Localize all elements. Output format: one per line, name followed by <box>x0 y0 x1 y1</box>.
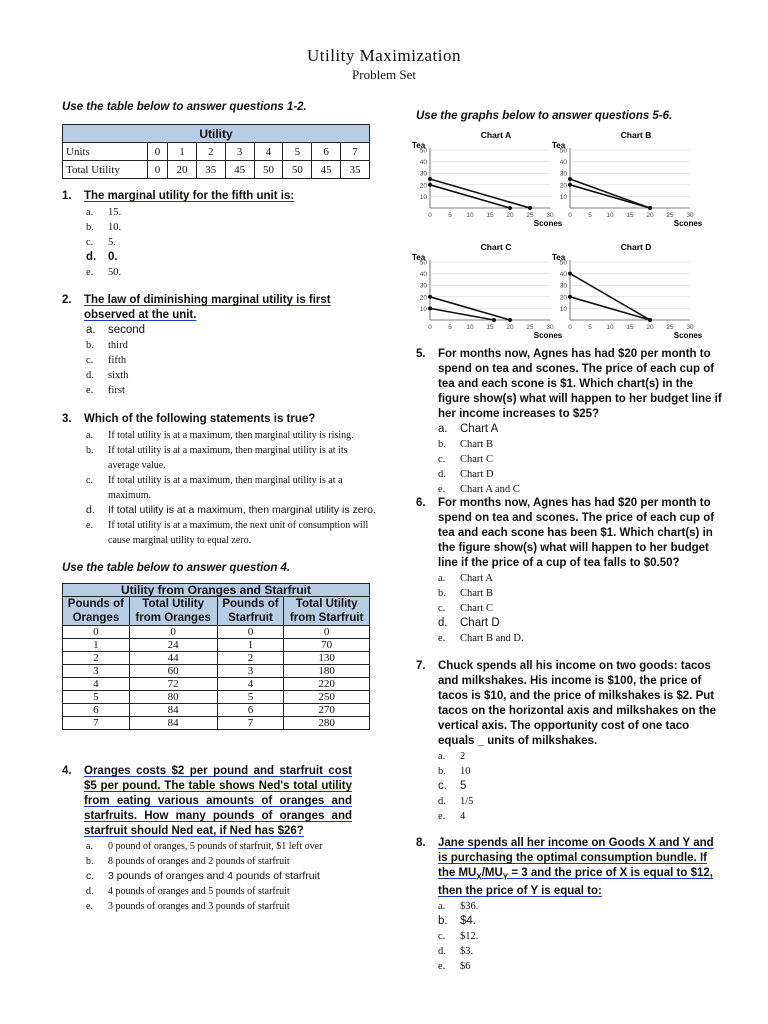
table-header-row <box>63 597 370 626</box>
chart-a-xtick-label: 0 <box>428 212 432 219</box>
table-row: 2 44 2 130 <box>63 652 370 665</box>
chart-c-ytick-label: 30 <box>419 282 427 290</box>
chart-d-xtick-label: 10 <box>606 324 614 331</box>
question-text: Oranges costs $2 per pound and starfruit cost $5 per pound. The table shows Ned's total utility from eating various amounts of oranges and starfruits. How many pounds of oranges and starfruit should Ned eat, if Ned has $26? <box>84 765 352 837</box>
question-number: 3. <box>62 413 72 425</box>
question-5 <box>416 347 722 497</box>
table-row: 0 0 0 0 <box>63 626 370 639</box>
option[interactable]: c. 5 <box>438 780 467 792</box>
question-number: 2. <box>62 294 72 306</box>
question-number: 5. <box>416 348 426 360</box>
option[interactable]: b. 8 pounds of oranges and 2 pounds of starfruit <box>86 856 290 867</box>
chart-b-ytick-label: 50 <box>559 147 567 155</box>
chart-c-xtick-label: 0 <box>428 324 432 331</box>
chart-a-intercept-point <box>428 177 432 181</box>
question-7 <box>416 659 722 824</box>
options-list <box>62 428 380 548</box>
page-subtitle: Problem Set <box>352 67 416 82</box>
chart-b-xtick-label: 10 <box>606 212 614 219</box>
chart-a-xtick-label: 10 <box>466 212 474 219</box>
table-cell: 1 <box>168 143 197 161</box>
chart-b-xtick-label: 30 <box>686 212 694 219</box>
question-text: Which of the following statements is true? <box>84 413 316 425</box>
option[interactable]: c. fifth <box>86 355 127 366</box>
column-header: Pounds of Starfruit <box>217 597 284 626</box>
chart-b-xtick-label: 0 <box>568 212 572 219</box>
table-cell: 0 <box>148 143 168 161</box>
chart-b-ytick-label: 30 <box>559 170 567 178</box>
chart-b-xtick-label: 25 <box>666 212 674 219</box>
chart-b-intercept-point <box>648 206 652 210</box>
option[interactable]: c. 3 pounds of oranges and 4 pounds of starfruit <box>86 870 320 882</box>
instruction-q4: Use the table below to answer question 4. <box>62 562 291 574</box>
question-1 <box>62 189 372 280</box>
option[interactable]: d. $3. <box>438 946 474 958</box>
option[interactable]: a. second <box>86 324 146 336</box>
option[interactable]: a. Chart A <box>438 423 499 435</box>
option[interactable]: c. Chart C <box>438 603 493 614</box>
chart-c-ytick-label: 50 <box>419 259 427 267</box>
chart-a-ytick-label: 40 <box>419 159 427 167</box>
options-list <box>416 899 722 974</box>
option[interactable]: d. Chart D <box>438 469 494 480</box>
chart-c-ytick-label: 40 <box>419 271 427 279</box>
question-text: The marginal utility for the fifth unit is: <box>84 190 295 202</box>
chart-c-xtick-label: 15 <box>486 324 494 331</box>
chart-c-ytick-label: 20 <box>419 294 427 302</box>
chart-a-ylabel: Tea <box>412 141 426 150</box>
table-caption: Utility <box>63 125 370 143</box>
chart-c-intercept-point <box>508 318 512 322</box>
table-row: 4 72 4 220 <box>63 678 370 691</box>
chart-c-budget-line <box>430 308 494 320</box>
table-cell: 6 <box>312 143 341 161</box>
chart-b-ylabel: Tea <box>552 141 566 150</box>
option[interactable]: e. Chart A and C <box>438 484 520 495</box>
chart-d-ytick-label: 20 <box>559 294 567 302</box>
question-text: The law of diminishing marginal utility is first observed at the unit. <box>84 294 331 321</box>
option[interactable]: b. $4. <box>438 915 476 928</box>
options-list <box>62 323 368 398</box>
chart-b-ytick-label: 10 <box>559 193 567 201</box>
chart-d-ytick-label: 10 <box>559 305 567 313</box>
table-row: 3 60 3 180 <box>63 665 370 678</box>
option[interactable]: d. If total utility is at a maximum, then marginal utility is zero. <box>86 504 376 516</box>
option[interactable]: a. $36. <box>438 901 479 913</box>
chart-d-xtick-label: 0 <box>568 324 572 331</box>
question-text: For months now, Agnes has had $20 per month to spend on tea and scones. The price of each cup of tea and each scone is $1. Which chart(s) in the figure show(s) what will happen to her budget line if her income increases to $25? <box>438 348 722 420</box>
option[interactable]: d. 1/5 <box>438 796 474 807</box>
budget-line-charts <box>410 126 710 350</box>
chart-a-xlabel: Scones <box>533 219 563 228</box>
chart-a-ytick-label: 10 <box>419 193 427 201</box>
chart-d-ytick-label: 50 <box>559 259 567 267</box>
options-list <box>62 839 396 914</box>
chart-d-ylabel: Tea <box>552 253 566 262</box>
table-cell: 50 <box>254 161 283 179</box>
page-title: Utility Maximization <box>306 46 461 65</box>
option[interactable]: c. $12. <box>438 931 479 943</box>
column-header: Total Utility from Oranges <box>129 597 217 626</box>
chart-d-intercept-point <box>568 272 572 276</box>
table-cell: 20 <box>168 161 197 179</box>
table-row: 6 84 6 270 <box>63 704 370 717</box>
chart-c-intercept-point <box>492 318 496 322</box>
chart-d-xtick-label: 20 <box>646 324 654 331</box>
options-list <box>416 749 722 824</box>
row-label: Units <box>63 143 148 161</box>
chart-a-ytick-label: 20 <box>419 182 427 190</box>
chart-a-intercept-point <box>508 206 512 210</box>
question-number: 1. <box>62 190 72 202</box>
chart-a-xtick-label: 20 <box>506 212 514 219</box>
option[interactable]: b. If total utility is at a maximum, then marginal utility is at its average value. <box>86 445 348 471</box>
question-number: 4. <box>62 765 72 777</box>
chart-c-xtick-label: 5 <box>448 324 452 331</box>
chart-b-intercept-point <box>568 183 572 187</box>
table-row: 1 24 1 70 <box>63 639 370 652</box>
options-list <box>62 205 372 280</box>
question-number: 7. <box>416 660 426 672</box>
table-cell: 5 <box>283 143 312 161</box>
table-cell: 2 <box>196 143 225 161</box>
option[interactable]: a. 15. <box>86 207 122 218</box>
chart-d-ytick-label: 30 <box>559 282 567 290</box>
options-list <box>416 571 722 646</box>
table-cell: 45 <box>225 161 254 179</box>
table-row: 7 84 7 280 <box>63 717 370 730</box>
chart-c-title: Chart C <box>480 242 512 252</box>
option[interactable]: e. 3 pounds of oranges and 3 pounds of starfruit <box>86 901 290 912</box>
question-2 <box>62 293 368 398</box>
option[interactable]: b. 10 <box>438 766 471 777</box>
option[interactable]: e. If total utility is at a maximum, the next unit of consumption will cause marginal utility to equal zero. <box>86 520 369 546</box>
option[interactable]: b. Chart B <box>438 439 493 450</box>
chart-d-title: Chart D <box>620 242 652 252</box>
chart-c-xtick-label: 10 <box>466 324 474 331</box>
option[interactable]: d. 4 pounds of oranges and 5 pounds of starfruit <box>86 886 290 897</box>
option[interactable]: d. 0. <box>86 251 118 263</box>
chart-b-ytick-label: 40 <box>559 159 567 167</box>
instruction-q1-2: Use the table below to answer questions 1-2. <box>62 101 307 113</box>
chart-b-xtick-label: 5 <box>588 212 592 219</box>
chart-b-budget-line <box>570 179 650 208</box>
chart-c-xlabel: Scones <box>533 331 563 340</box>
chart-a-ytick-label: 30 <box>419 170 427 178</box>
option[interactable]: a. 2 <box>438 751 466 762</box>
option[interactable]: c. If total utility is at a maximum, then marginal utility is at a maximum. <box>86 475 343 501</box>
question-text: Jane spends all her income on Goods X and Y and is purchasing the optimal consumption bundle. If the $MU_X/MU_Y = 3$ and the price of X is equal to $12, then the price of Y is equal to: <box>438 837 714 898</box>
chart-d-xtick-label: 25 <box>666 324 674 331</box>
chart-a-ytick-label: 50 <box>419 147 427 155</box>
question-number: 8. <box>416 837 426 849</box>
question-4 <box>62 764 352 914</box>
table-cell: 3 <box>225 143 254 161</box>
chart-a-xtick-label: 5 <box>448 212 452 219</box>
chart-d-ytick-label: 40 <box>559 271 567 279</box>
option[interactable]: d. sixth <box>86 370 129 381</box>
chart-b-ytick-label: 20 <box>559 182 567 190</box>
table-cell: 35 <box>196 161 225 179</box>
chart-b-xtick-label: 15 <box>626 212 634 219</box>
chart-d-intercept-point <box>568 295 572 299</box>
table-row: 5 80 5 250 <box>63 691 370 704</box>
chart-a-intercept-point <box>428 183 432 187</box>
option[interactable]: b. Chart B <box>438 588 493 599</box>
chart-c-intercept-point <box>428 295 432 299</box>
chart-d-intercept-point <box>648 318 652 322</box>
chart-c-xtick-label: 30 <box>546 324 554 331</box>
table-cell: 35 <box>341 161 370 179</box>
option[interactable]: c. 5. <box>86 237 116 248</box>
chart-b-intercept-point <box>568 177 572 181</box>
question-number: 6. <box>416 497 426 509</box>
instruction-q5-6: Use the graphs below to answer questions 5-6. <box>416 110 673 122</box>
option[interactable]: c. Chart C <box>438 454 493 465</box>
column-header: Total Utility from Starfruit <box>284 597 370 626</box>
option[interactable]: a. If total utility is at a maximum, then marginal utility is rising. <box>86 430 354 441</box>
chart-b-xtick-label: 20 <box>646 212 654 219</box>
question-6 <box>416 496 722 646</box>
chart-c-ylabel: Tea <box>412 253 426 262</box>
table-cell: 7 <box>341 143 370 161</box>
table-caption: Utility from Oranges and Starfruit <box>63 584 370 597</box>
option[interactable]: a. 0 pound of oranges, 5 pounds of starfruit, $1 left over <box>86 841 323 852</box>
option[interactable]: e. $6 <box>438 961 471 973</box>
chart-d-xtick-label: 5 <box>588 324 592 331</box>
chart-a-budget-line <box>430 179 530 208</box>
chart-c-ytick-label: 10 <box>419 305 427 313</box>
chart-a-intercept-point <box>528 206 532 210</box>
oranges-starfruit-table <box>62 583 370 730</box>
chart-d-xtick-label: 30 <box>686 324 694 331</box>
option[interactable]: b. 10. <box>86 222 122 233</box>
table-cell: 0 <box>148 161 168 179</box>
chart-c-xtick-label: 20 <box>506 324 514 331</box>
option[interactable]: b. third <box>86 340 128 351</box>
option[interactable]: d. Chart D <box>438 617 500 629</box>
chart-d-xlabel: Scones <box>673 331 703 340</box>
row-label: Total Utility <box>63 161 148 179</box>
chart-a-xtick-label: 30 <box>546 212 554 219</box>
question-text: For months now, Agnes has had $20 per month to spend on tea and scones. The price of each cup of tea and each scone has been $1. Which chart(s) in the figure show(s) what will happen to her budget line if the price of a cup of tea falls to $0.50? <box>438 497 715 569</box>
table-cell: 50 <box>283 161 312 179</box>
question-8 <box>416 836 722 974</box>
table-cell: 4 <box>254 143 283 161</box>
chart-d-xtick-label: 15 <box>626 324 634 331</box>
option[interactable]: e. 50. <box>86 267 122 278</box>
option[interactable]: a. Chart A <box>438 573 493 584</box>
question-text: Chuck spends all his income on two goods: tacos and milkshakes. His income is $100, the price of tacos is $10, and the price of milkshakes is $2. Put tacos on the horizontal axis and milkshakes on the vertical axis. The opportunity cost of one taco equals _ units of milkshakes. <box>438 660 716 747</box>
options-list <box>416 422 722 497</box>
column-header: Pounds of Oranges <box>63 597 130 626</box>
chart-c-xtick-label: 25 <box>526 324 534 331</box>
option[interactable]: e. Chart B and D. <box>438 633 524 644</box>
utility-table <box>62 124 370 179</box>
table-row <box>63 161 370 179</box>
chart-a-xtick-label: 15 <box>486 212 494 219</box>
table-cell: 45 <box>312 161 341 179</box>
chart-a-title: Chart A <box>480 130 512 140</box>
option[interactable]: e. 4 <box>438 811 466 822</box>
option[interactable]: e. first <box>86 385 125 396</box>
chart-a-xtick-label: 25 <box>526 212 534 219</box>
chart-b-title: Chart B <box>620 130 652 140</box>
chart-b-xlabel: Scones <box>673 219 703 228</box>
chart-c-intercept-point <box>428 306 432 310</box>
question-3 <box>62 412 380 548</box>
table-row <box>63 143 370 161</box>
